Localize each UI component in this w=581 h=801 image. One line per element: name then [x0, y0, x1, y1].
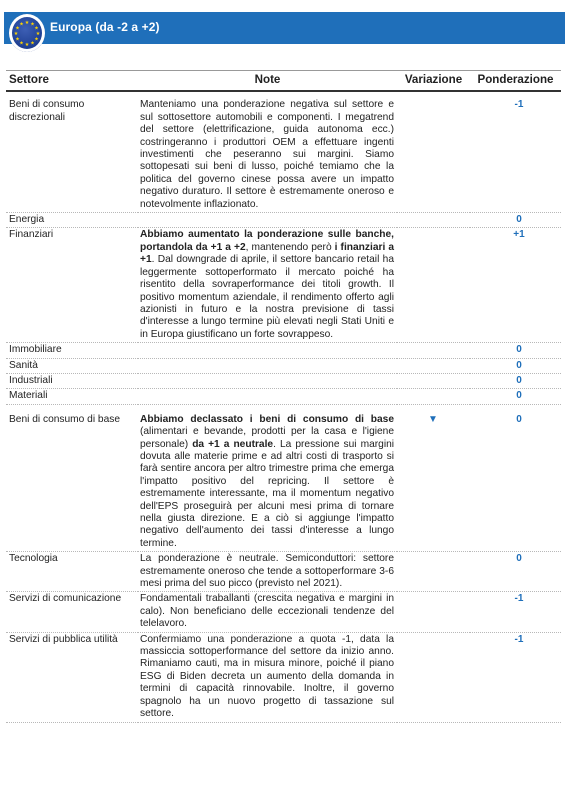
- header-settore: Settore: [6, 71, 138, 92]
- note-bold-2: da +1 a neutrale: [192, 438, 274, 450]
- header-ponderazione: Ponderazione: [470, 71, 561, 92]
- table-row: [6, 413, 561, 552]
- sector-change: [397, 358, 470, 373]
- sector-name: Energia: [6, 213, 138, 228]
- sector-table: [6, 70, 561, 723]
- sector-weight: -1: [470, 632, 561, 722]
- sector-name: Materiali: [6, 389, 138, 404]
- table-row: [6, 228, 561, 343]
- sector-note: [138, 413, 397, 552]
- sector-weight: 0: [470, 552, 561, 592]
- table-row: [6, 98, 561, 212]
- sector-note: Fondamentali traballanti (crescita negativa e margini in calo). Non beneficiano delle eccezionali tendenze del telelavoro.: [138, 592, 397, 632]
- section-title: Europa (da -2 a +2): [50, 20, 160, 34]
- note-rest: . Dal downgrade di aprile, il settore bancario retail ha leggermente sottoperformato il mercato poiché ha risentito della sovraperformance dei titoli growth. Il positivo momentum aziendale, il rendimento offerto agli azionisti in futuro e la nostra previsione di tassi d'interesse a lungo termine più elevati negli Stati Uniti e in Europa giustificano un forte sovrappeso.: [140, 254, 394, 340]
- sector-change: [397, 389, 470, 404]
- table-row: [6, 358, 561, 373]
- sector-name: Tecnologia: [6, 552, 138, 592]
- sector-note: Confermiamo una ponderazione a quota -1, data la massiccia sottoperformance del settore da inizio anno. Rimaniamo cauti, ma in misura minore, poiché il piano ESG di Biden decreta un aumento della domanda in termini di capacità rinnovabile. Inoltre, il governo spagnolo ha un nuovo progetto di tassazione sul settore.: [138, 632, 397, 722]
- sector-note: [138, 213, 397, 228]
- note-bold-2: i finanziari a +1: [140, 241, 394, 266]
- sector-note: La ponderazione è neutrale. Semiconduttori: settore estremamente oneroso che tende a sottoperformare 3-6 mesi prima del suo picco (previsto nel 2021).: [138, 552, 397, 592]
- note-bold: Abbiamo declassato i beni di consumo di base: [140, 413, 394, 425]
- sector-weight: 0: [470, 213, 561, 228]
- table-row: [6, 373, 561, 388]
- note-mid: (alimentari e bevande, prodotti per la casa e l'igiene personale): [140, 426, 394, 450]
- svg-text:★: ★: [34, 25, 39, 32]
- sector-change: [397, 98, 470, 212]
- svg-text:★: ★: [35, 31, 41, 37]
- table-row: [6, 552, 561, 592]
- sector-change: [397, 632, 470, 722]
- sector-weight: 0: [470, 373, 561, 388]
- sector-weight: -1: [470, 592, 561, 632]
- note-bold: Abbiamo aumentato la ponderazione sulle banche, portandola da +1 a +2: [140, 229, 394, 253]
- section-banner: [4, 12, 565, 48]
- svg-text:★: ★: [30, 40, 35, 47]
- svg-text:★: ★: [24, 42, 30, 48]
- sector-change: [397, 343, 470, 358]
- sector-name: Beni di consumo di base: [6, 413, 138, 552]
- sector-weight: 0: [470, 358, 561, 373]
- svg-text:★: ★: [19, 21, 24, 28]
- sector-change: [397, 552, 470, 592]
- svg-text:★: ★: [15, 36, 20, 43]
- svg-text:★: ★: [24, 20, 30, 26]
- note-mid: , mantenendo però: [245, 241, 335, 253]
- sector-weight: 0: [470, 389, 561, 404]
- sector-note: [138, 343, 397, 358]
- table-row: [6, 389, 561, 404]
- svg-text:★: ★: [15, 25, 20, 32]
- note-rest: . La pressione sui margini dovuta alle materie prime e ad altri costi di trasporto si farà sentire ancora per altro trimestre prima che emerga l'impatto positivo del repricing. Il settore è estremamente interessante, ma il momentum negativo dell'EPS proseguirà per alcuni mesi prima di tornare nella giusta direzione. E a ciò si aggiunge l'impatto negativo dell'aumento dei tassi d'interesse a lungo termine.: [140, 438, 395, 549]
- sector-name: Sanità: [6, 358, 138, 373]
- eu-flag-icon: [9, 14, 45, 52]
- sector-name: Immobiliare: [6, 343, 138, 358]
- sector-name: Beni di consumo discrezionali: [6, 98, 138, 212]
- sector-weight: +1: [470, 228, 561, 343]
- sector-change: [397, 213, 470, 228]
- svg-text:★: ★: [19, 40, 24, 47]
- table-row: [6, 592, 561, 632]
- down-triangle-icon: ▼: [428, 413, 438, 425]
- table-header-row: [6, 71, 561, 92]
- sector-name: Servizi di comunicazione: [6, 592, 138, 632]
- sector-change: [397, 373, 470, 388]
- svg-text:★: ★: [30, 21, 35, 28]
- sector-note: [138, 373, 397, 388]
- svg-text:★: ★: [13, 31, 19, 37]
- sector-note: [138, 389, 397, 404]
- sector-weight: 0: [470, 413, 561, 552]
- sector-note: [138, 358, 397, 373]
- sector-name: Industriali: [6, 373, 138, 388]
- sector-name: Finanziari: [6, 228, 138, 343]
- sector-change: [397, 413, 470, 552]
- svg-text:★: ★: [34, 36, 39, 43]
- table-row: [6, 632, 561, 722]
- table-row: [6, 343, 561, 358]
- sector-change: [397, 228, 470, 343]
- sector-weight: 0: [470, 343, 561, 358]
- sector-note: Manteniamo una ponderazione negativa sul settore e sul sottosettore automobili e componenti. I megatrend del settore (elettrificazione, guida autonoma ecc.) costringeranno i produttori OEM a effettuare ingenti investimenti che peseranno sui margini. Siamo sottopesati sui beni di lusso, poiché temiamo che la politica del governo cinese possa avere un impatto negativo duraturo. Il settore è estremamente oneroso e notevolmente inflazionato.: [138, 98, 397, 212]
- header-variazione: Variazione: [397, 71, 470, 92]
- sector-note: [138, 228, 397, 343]
- sector-weight: -1: [470, 98, 561, 212]
- table-row: [6, 213, 561, 228]
- header-note: Note: [138, 71, 397, 92]
- sector-change: [397, 592, 470, 632]
- sector-name: Servizi di pubblica utilità: [6, 632, 138, 722]
